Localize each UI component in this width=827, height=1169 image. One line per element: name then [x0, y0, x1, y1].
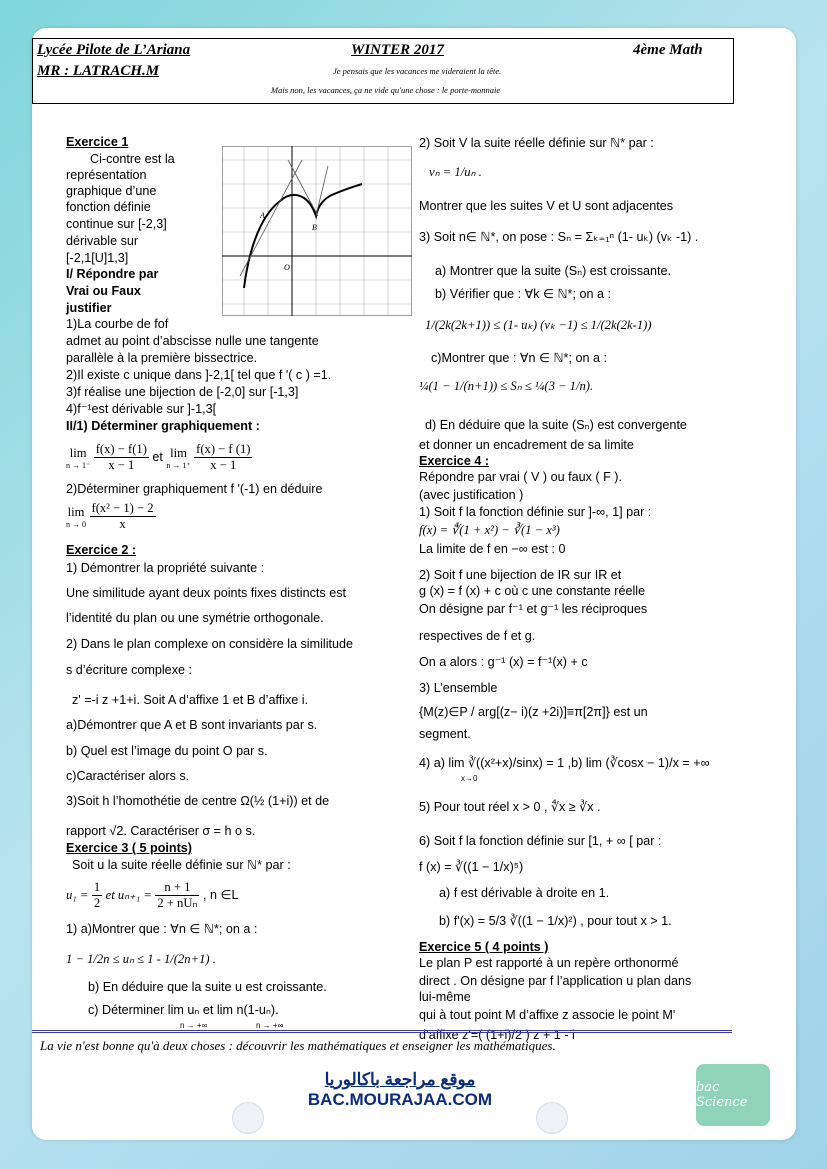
site-brand[interactable]	[290, 1070, 510, 1110]
ex2-line: Une similitude ayant deux points fixes distincts est	[66, 586, 346, 600]
footer-quote: La vie n'est bonne qu'à deux choses : découvrir les mathématiques et enseigner les mathématiques.	[40, 1038, 556, 1053]
ex3-cont-line: b) Vérifier que : ∀k ∈ ℕ*; on a :	[435, 287, 611, 301]
footer-rule	[32, 1030, 732, 1033]
lim-sub: n → 1⁺	[166, 460, 191, 470]
graph-label-a: A	[260, 211, 265, 220]
school-logo-right	[536, 1102, 568, 1134]
lim-word: lim	[69, 445, 87, 460]
exercise-2-title: Exercice 2 :	[66, 543, 137, 557]
question-text: admet au point d’abscisse nulle une tangente	[66, 334, 319, 348]
limit-formula-2	[66, 501, 156, 532]
ex3-cont-line: 2) Soit V la suite réelle définie sur ℕ* par :	[419, 136, 654, 150]
ex4-line: g (x) = f (x) + c où c une constante réelle	[419, 584, 646, 598]
ex4-line: 2) Soit f une bijection de IR sur IR et	[419, 568, 622, 582]
ex3-line: 1) a)Montrer que : ∀n ∈ ℕ*; on a :	[66, 922, 258, 936]
ex4-line: On désigne par f⁻¹ et g⁻¹ les réciproques	[419, 602, 648, 616]
ex2-line: s d’écriture complexe :	[66, 663, 192, 677]
class-level: 4ème Math	[633, 42, 703, 58]
question-text: parallèle à la première bissectrice.	[66, 351, 258, 365]
lim-sub: n → 0	[66, 519, 86, 529]
ex4-line: segment.	[419, 727, 471, 741]
recurrence-label: et uₙ₊₁ =	[105, 887, 152, 902]
frac-num: 1	[93, 880, 101, 894]
question-text: 1)La courbe de fof	[66, 317, 169, 331]
question-text: 2)Il existe c unique dans ]-2,1[ tel que f '( c ) =1.	[66, 368, 332, 382]
teacher-name: MR : LATRACH.M	[37, 63, 160, 79]
frac-den: x − 1	[210, 458, 237, 472]
ex3-cont-line: et donner un encadrement de sa limite	[419, 438, 634, 452]
ex4-line: 5) Pour tout réel x > 0 , ∜x ≥ ∛x .	[419, 800, 601, 814]
frac-den: x	[119, 517, 126, 531]
ex1-line: Ci-contre est la	[90, 152, 175, 166]
frac-num: n + 1	[155, 880, 199, 896]
ex5-line: lui-même	[419, 990, 471, 1004]
ex2-line: 1) Démontrer la propriété suivante :	[66, 561, 265, 575]
ex4-line: 6) Soit f la fonction définie sur [1, + ∞ [ par :	[419, 834, 662, 848]
question-text: 2)Déterminer graphiquement f '(-1) en déduire	[66, 482, 323, 496]
et-word: et	[152, 449, 163, 464]
ex4-formula: f(x) = ∜(1 + x²) − ∛(1 − x³)	[419, 523, 560, 537]
brand-url[interactable]: BAC.MOURAJAA.COM	[307, 1090, 493, 1109]
ex4-line: Répondre par vrai ( V ) ou faux ( F ).	[419, 470, 622, 484]
lim-word: lim	[170, 445, 187, 460]
exercise-1-title: Exercice 1	[66, 135, 129, 149]
ex4-formula: f (x) = ∛((1 − 1/x)⁵)	[419, 860, 524, 874]
frac-den: 2 + nUₙ	[157, 896, 198, 910]
ex5-line: qui à tout point M d’affixe z associe le point M'	[419, 1008, 676, 1022]
ex4-line: La limite de f en −∞ est : 0	[419, 542, 566, 556]
part2-heading: II/1) Déterminer graphiquement :	[66, 419, 260, 433]
ex4-line: 3) L’ensemble	[419, 681, 498, 695]
ex3-cont-line: c)Montrer que : ∀n ∈ ℕ*; on a :	[431, 351, 607, 365]
graph-label-o: O	[284, 263, 290, 272]
ex1-line: graphique d’une	[66, 184, 157, 198]
lim-word: lim	[67, 504, 85, 519]
frac-num: f(x) − f (1)	[196, 442, 251, 456]
ex5-line: direct . On désigne par f l’application u plan dans	[419, 974, 692, 988]
ex2-line: z' =-i z +1+i. Soit A d’affixe 1 et B d’affixe i.	[72, 693, 309, 707]
ex3-cont-line: d) En déduire que la suite (Sₙ) est convergente	[425, 418, 687, 432]
part1-heading: Vrai ou Faux	[66, 284, 141, 298]
ex2-line: a)Démontrer que A et B sont invariants par s.	[66, 718, 318, 732]
ex5-line: Le plan P est rapporté à un repère orthonormé	[419, 956, 679, 970]
frac-num: f(x) − f(1)	[95, 442, 147, 456]
graph-label-b: B	[312, 223, 317, 232]
lim-sub: x→0	[461, 774, 478, 783]
header-quote-2: Mais non, les vacances, ça ne vide qu'une chose : le porte-monnaie	[271, 85, 501, 95]
season-title: WINTER 2017	[351, 42, 444, 58]
ex3-line: b) En déduire que la suite u est croissante.	[88, 980, 327, 994]
u1-label: u₁ =	[66, 887, 89, 902]
function-graph	[222, 146, 412, 316]
exercise-5-title: Exercice 5 ( 4 points )	[419, 940, 549, 954]
ex2-line: c)Caractériser alors s.	[66, 769, 190, 783]
bac-science-logo: bac Science	[696, 1064, 770, 1126]
ex4-line: On a alors : g⁻¹ (x) = f⁻¹(x) + c	[419, 655, 588, 669]
lim-sub: n → 1⁻	[66, 460, 91, 470]
frac-num: f(x² − 1) − 2	[91, 501, 154, 515]
school-logo-left	[232, 1102, 264, 1134]
ex2-line: b) Quel est l’image du point O par s.	[66, 744, 268, 758]
frac-den: x − 1	[108, 458, 135, 472]
condition: , n ∈L	[202, 887, 239, 902]
ex3-line: Soit u la suite réelle définie sur ℕ* par :	[72, 858, 291, 872]
graph-grid	[222, 146, 412, 316]
ex1-line: dérivable sur	[66, 234, 139, 248]
ex5-line: d’affixe z'=( (1+i)/2 ) z + 1 - i	[419, 1028, 575, 1042]
frac-den: 2	[93, 896, 101, 910]
part1-heading: justifier	[66, 301, 112, 315]
part1-heading: I/ Répondre par	[66, 267, 159, 281]
ex2-line: l’identité du plan ou une symétrie orthogonale.	[66, 611, 324, 625]
ex3-cont-line: 3) Soit n∈ ℕ*, on pose : Sₙ = Σₖ₌₁ⁿ (1- uₖ) (vₖ -1) .	[419, 230, 699, 244]
document-header	[32, 38, 734, 104]
ex1-line: continue sur [-2,3]	[66, 217, 167, 231]
lim-sub: n → +∞	[180, 1021, 208, 1030]
limit-formula-1	[66, 442, 252, 473]
ex3-formula: vₙ = 1/uₙ .	[429, 165, 482, 179]
ex4-line: {M(z)∈P / arg[(z− i)(z +2i)]≡π[2π]} est un	[419, 705, 648, 719]
ex2-line: rapport √2. Caractériser σ = h o s.	[66, 824, 256, 838]
ex4-line: a) f est dérivable à droite en 1.	[439, 886, 610, 900]
ex4-line: respectives de f et g.	[419, 629, 536, 643]
ex4-line: (avec justification )	[419, 488, 524, 502]
ex3-inequality: 1 − 1/2n ≤ uₙ ≤ 1 - 1/(2n+1) .	[66, 952, 216, 966]
ex3-line: c) Déterminer lim uₙ et lim n(1-uₙ).	[88, 1003, 279, 1017]
ex4-line: 1) Soit f la fonction définie sur ]-∞, 1] par :	[419, 505, 652, 519]
ex4-line: 4) a) lim ∛((x²+x)/sinx) = 1 ,b) lim (∛cosx − 1)/x = +∞	[419, 756, 710, 770]
question-text: 3)f réalise une bijection de [-2,0] sur [-1,3]	[66, 385, 299, 399]
ex2-line: 2) Dans le plan complexe on considère la similitude	[66, 637, 354, 651]
lim-sub: n → +∞	[256, 1021, 284, 1030]
sequence-definition	[66, 880, 238, 911]
exercise-3-title: Exercice 3 ( 5 points)	[66, 841, 192, 855]
ex2-line: 3)Soit h l’homothétie de centre Ω(½ (1+i)) et de	[66, 794, 330, 808]
tangent-line-3	[316, 166, 328, 216]
exercise-4-title: Exercice 4 :	[419, 454, 490, 468]
ex1-line: représentation	[66, 168, 147, 182]
tangent-line-1	[240, 160, 302, 276]
ex1-line: fonction définie	[66, 200, 151, 214]
ex4-line: b) f'(x) = 5/3 ∛((1 − 1/x)²) , pour tout x > 1.	[439, 914, 672, 928]
ex3-cont-line: Montrer que les suites V et U sont adjacentes	[419, 199, 674, 213]
ex1-line: [-2,1[U]1,3]	[66, 251, 129, 265]
ex3-cont-line: a) Montrer que la suite (Sₙ) est croissante.	[435, 264, 671, 278]
header-quote-1: Je pensais que les vacances me videraient la tête.	[333, 66, 502, 76]
ex3-inequality: 1/(2k(2k+1)) ≤ (1- uₖ) (vₖ −1) ≤ 1/(2k(2k-1))	[425, 318, 652, 332]
ex3-inequality: ¼(1 − 1/(n+1)) ≤ Sₙ ≤ ¼(3 − 1/n).	[419, 379, 594, 393]
question-text: 4)f⁻¹est dérivable sur ]-1,3[	[66, 402, 217, 416]
school-name: Lycée Pilote de L’Ariana	[37, 42, 191, 58]
brand-arabic[interactable]: موقع مراجعة باكالوريا	[324, 1070, 476, 1089]
